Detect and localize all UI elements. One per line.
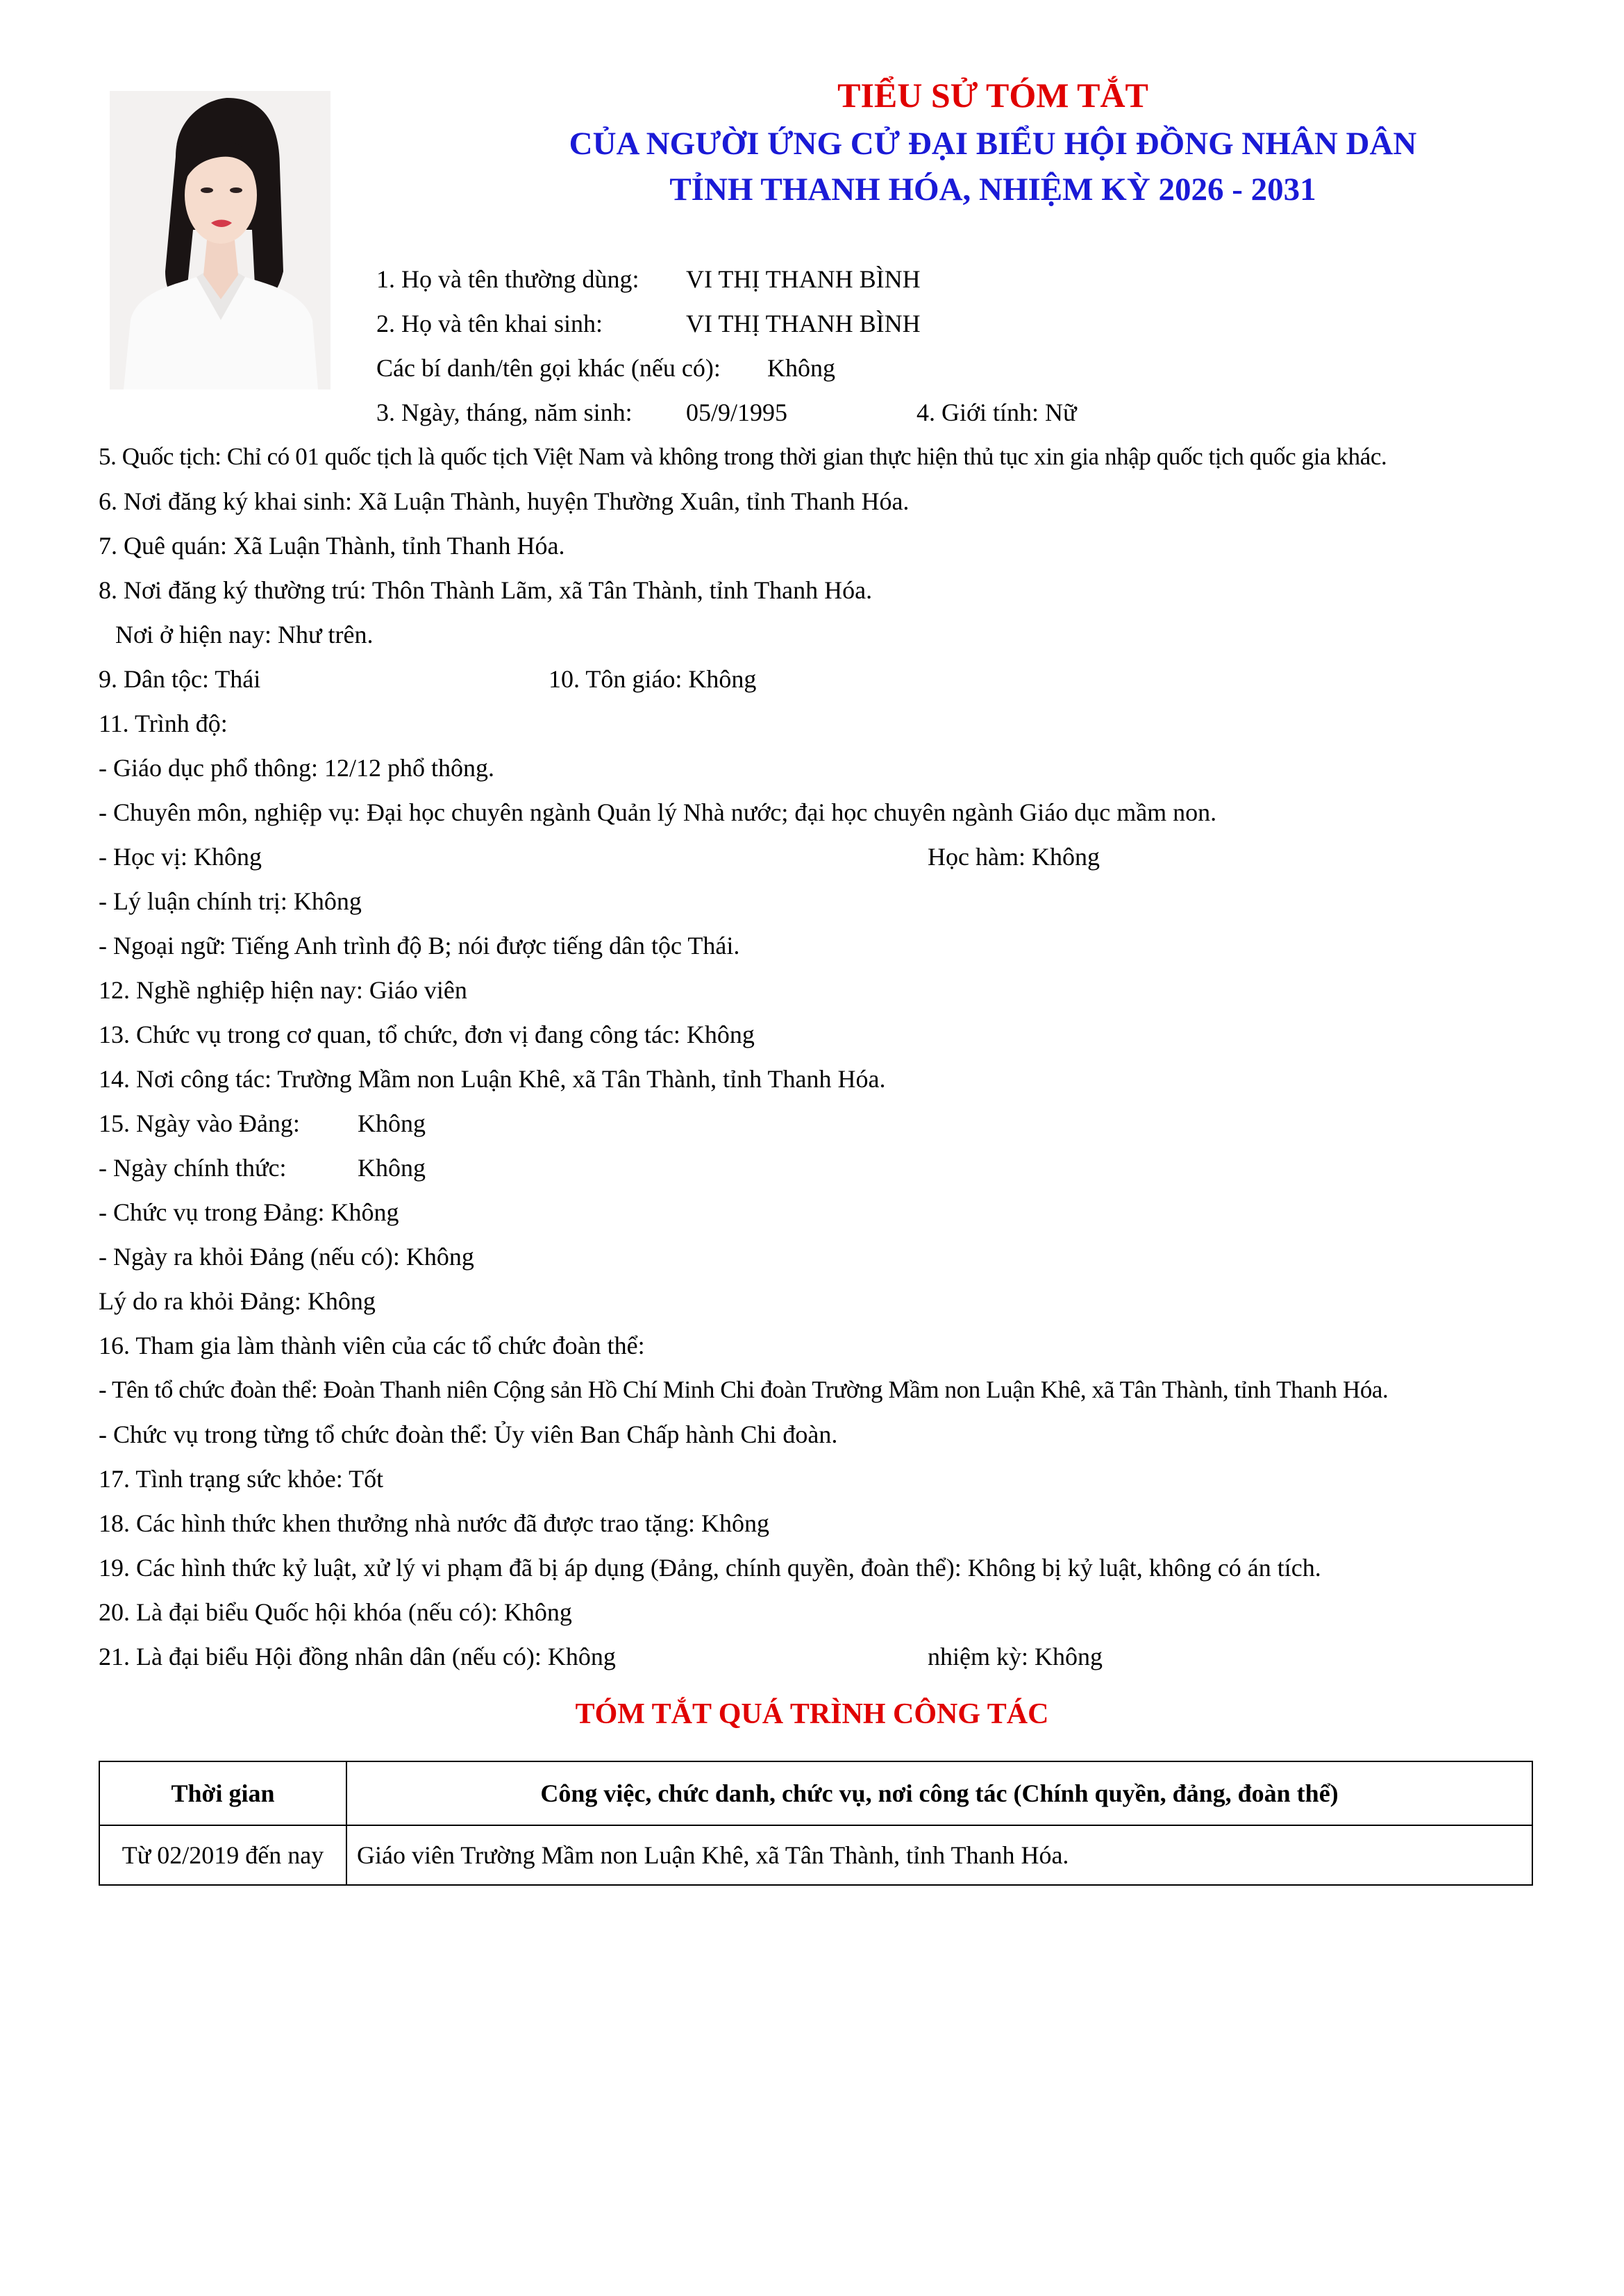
workplace: 14. Nơi công tác: Trường Mầm non Luận Khê, xã Tân Thành, tỉnh Thanh Hóa. [99,1065,886,1093]
portrait-image [110,91,330,389]
dob-label: 3. Ngày, tháng, năm sinh: [376,399,633,426]
academic-title: Học hàm: Không [928,843,1100,871]
religion: 10. Tôn giáo: Không [549,665,757,693]
council-term: nhiệm kỳ: Không [928,1643,1103,1670]
party-join-label: 15. Ngày vào Đảng: [99,1109,300,1137]
nationality: 5. Quốc tịch: Chỉ có 01 quốc tịch là quốc tịch Việt Nam và không trong thời gian thực hiện thủ tục xin gia nhập quốc tịch quốc gia khác. [99,443,1387,470]
organizations-heading: 16. Tham gia làm thành viên của các tổ chức đoàn thể: [99,1332,645,1359]
party-leave-reason: Lý do ra khỏi Đảng: Không [99,1287,376,1315]
page-subtitle-1: CỦA NGƯỜI ỨNG CỬ ĐẠI BIỂU HỘI ĐỒNG NHÂN DÂN [569,126,1417,162]
council-member: 21. Là đại biểu Hội đồng nhân dân (nếu có): Không [99,1643,616,1670]
candidate-photo [110,91,330,389]
awards: 18. Các hình thức khen thưởng nhà nước đã được trao tặng: Không [99,1509,769,1537]
party-position: - Chức vụ trong Đảng: Không [99,1198,399,1226]
work-history-table [99,1761,1533,1886]
party-join-value: Không [358,1109,426,1137]
gender: 4. Giới tính: Nữ [916,399,1077,426]
position: 13. Chức vụ trong cơ quan, tổ chức, đơn vị đang công tác: Không [99,1021,755,1048]
hometown: 7. Quê quán: Xã Luận Thành, tỉnh Thanh Hóa. [99,532,565,560]
national-assembly: 20. Là đại biểu Quốc hội khóa (nếu có): Không [99,1598,572,1626]
professional-qualification: - Chuyên môn, nghiệp vụ: Đại học chuyên ngành Quản lý Nhà nước; đại học chuyên ngành Giáo dục mầm non. [99,798,1217,826]
health: 17. Tình trạng sức khỏe: Tốt [99,1465,384,1493]
work-history-title: TÓM TẮT QUÁ TRÌNH CÔNG TÁC [575,1698,1049,1730]
birth-name-value: VI THỊ THANH BÌNH [686,310,921,337]
degree: - Học vị: Không [99,843,262,871]
permanent-residence: 8. Nơi đăng ký thường trú: Thôn Thành Lãm, xã Tân Thành, tỉnh Thanh Hóa. [99,576,873,604]
ethnicity: 9. Dân tộc: Thái [99,665,261,693]
party-official-label: - Ngày chính thức: [99,1154,287,1182]
page-subtitle-2: TỈNH THANH HÓA, NHIỆM KỲ 2026 - 2031 [669,171,1316,208]
name-value: VI THỊ THANH BÌNH [686,265,921,293]
page-title: TIỂU SỬ TÓM TẮT [837,76,1148,115]
discipline: 19. Các hình thức kỷ luật, xử lý vi phạm đã bị áp dụng (Đảng, chính quyền, đoàn thể): Không bị kỷ luật, không có án tích. [99,1554,1321,1582]
education-heading: 11. Trình độ: [99,710,228,737]
row-time: Từ 02/2019 đến nay [99,1825,346,1885]
birth-name-label: 2. Họ và tên khai sinh: [376,310,603,337]
name-label: 1. Họ và tên thường dùng: [376,265,639,293]
political-theory: - Lý luận chính trị: Không [99,887,362,915]
current-residence: Nơi ở hiện nay: Như trên. [115,621,374,648]
row-description: Giáo viên Trường Mầm non Luận Khê, xã Tân Thành, tỉnh Thanh Hóa. [346,1825,1532,1885]
table-row [99,1825,1532,1885]
birth-registration: 6. Nơi đăng ký khai sinh: Xã Luận Thành, huyện Thường Xuân, tỉnh Thanh Hóa. [99,487,910,515]
column-header-time: Thời gian [99,1761,346,1825]
party-official-value: Không [358,1154,426,1182]
dob-value: 05/9/1995 [686,399,788,426]
general-education: - Giáo dục phổ thông: 12/12 phổ thông. [99,754,494,782]
column-header-description: Công việc, chức danh, chức vụ, nơi công tác (Chính quyền, đảng, đoàn thể) [346,1761,1532,1825]
table-header-row [99,1761,1532,1825]
party-leave: - Ngày ra khỏi Đảng (nếu có): Không [99,1243,474,1271]
organization-position: - Chức vụ trong từng tổ chức đoàn thể: Ủy viên Ban Chấp hành Chi đoàn. [99,1421,838,1448]
organization-name: - Tên tổ chức đoàn thể: Đoàn Thanh niên Cộng sản Hồ Chí Minh Chi đoàn Trường Mầm non Luận Khê, xã Tân Thành, tỉnh Thanh Hóa. [99,1376,1389,1403]
occupation: 12. Nghề nghiệp hiện nay: Giáo viên [99,976,467,1004]
foreign-language: - Ngoại ngữ: Tiếng Anh trình độ B; nói được tiếng dân tộc Thái. [99,932,740,960]
alias-label: Các bí danh/tên gọi khác (nếu có): [376,354,721,382]
alias-value: Không [767,354,835,382]
